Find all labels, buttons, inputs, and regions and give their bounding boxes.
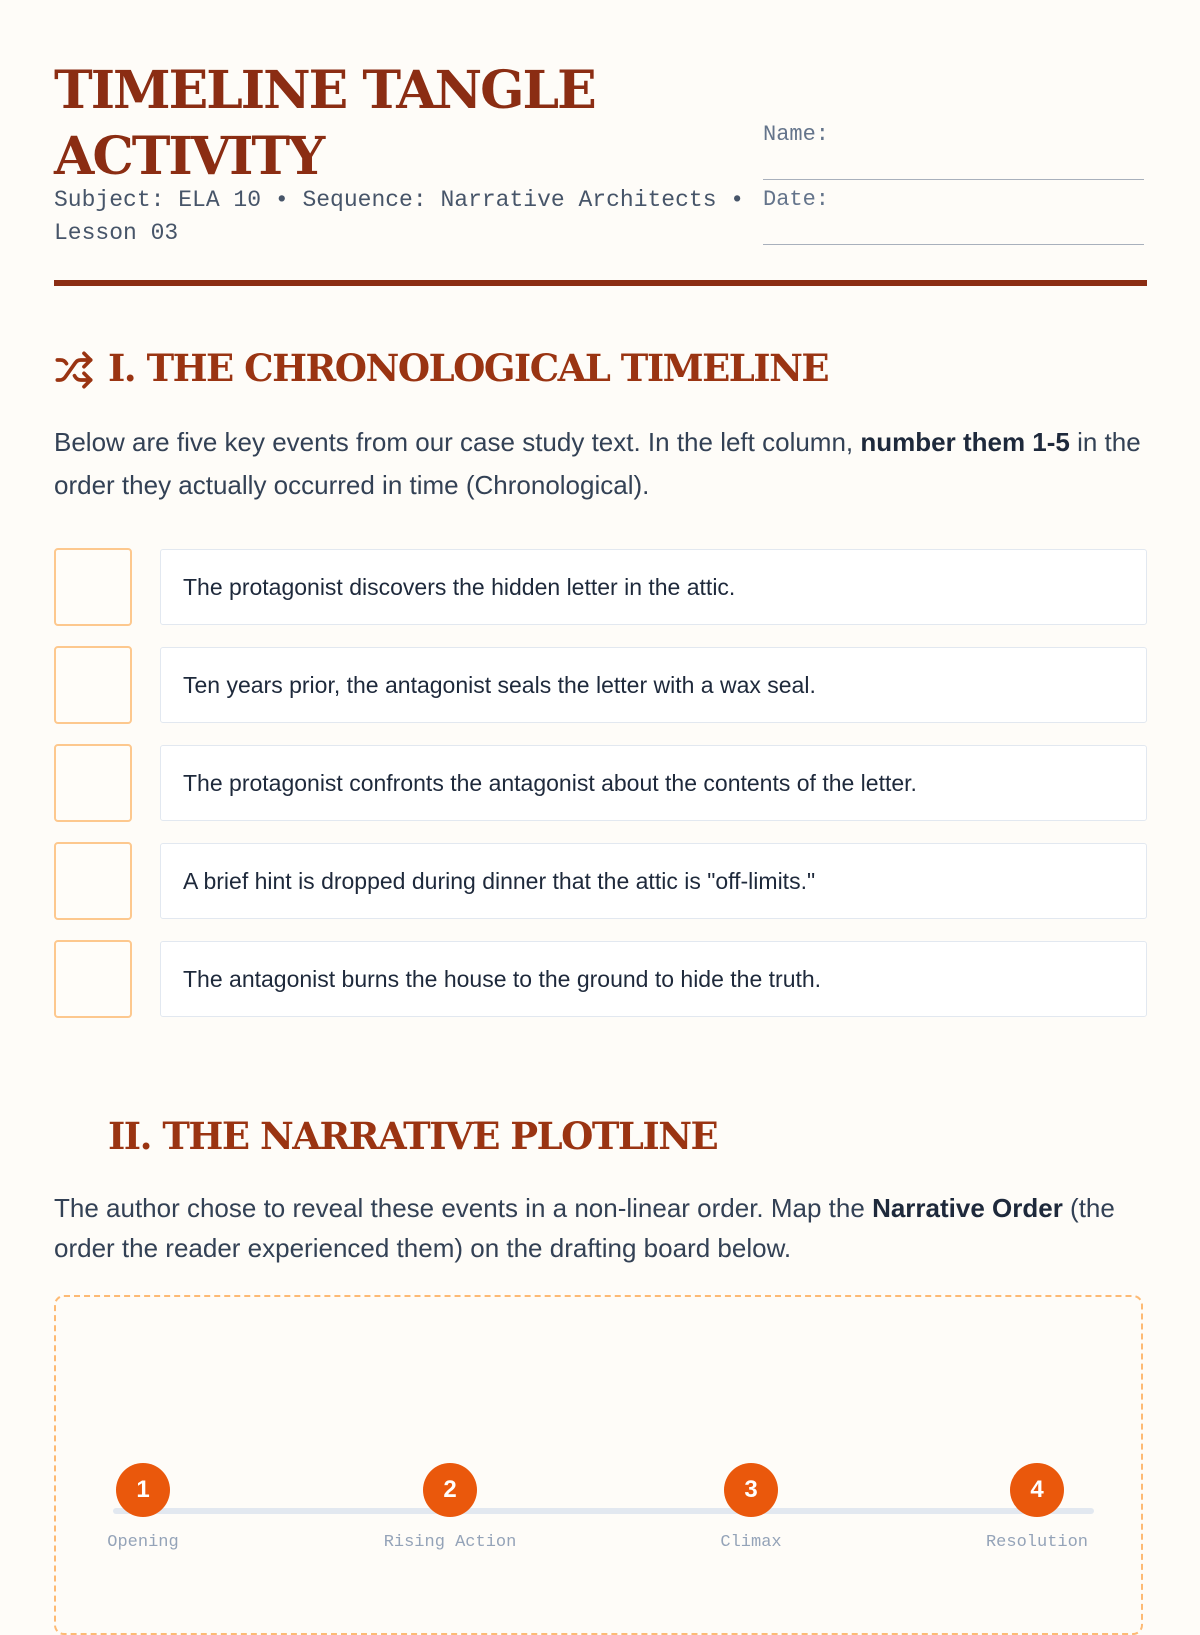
event-card xyxy=(160,549,1147,625)
plot-stage xyxy=(53,1463,233,1563)
instructions-text: in the order they actually occurred in time (Chronological). xyxy=(54,427,1141,500)
name-write-line[interactable] xyxy=(763,179,1144,180)
worksheet-page xyxy=(54,0,1147,1600)
order-number-box[interactable] xyxy=(54,940,132,1018)
order-number-box[interactable] xyxy=(54,646,132,724)
page-title: TIMELINE TANGLE ACTIVITY xyxy=(54,60,595,187)
worksheet-header xyxy=(54,56,1147,286)
stage-label: Opening xyxy=(107,1533,179,1552)
event-text: A brief hint is dropped during dinner that the attic is "off-limits." xyxy=(183,868,816,894)
shuffle-icon xyxy=(54,350,94,390)
section-2-title: II. THE NARRATIVE PLOTLINE xyxy=(108,1114,718,1158)
stage-label: Rising Action xyxy=(383,1533,517,1552)
section-2-instructions xyxy=(54,1188,1147,1268)
stage-label: Climax xyxy=(720,1533,782,1552)
name-label: Name: xyxy=(763,122,830,147)
plot-stage xyxy=(661,1463,841,1563)
event-text: The protagonist confronts the antagonist about the contents of the letter. xyxy=(183,770,917,796)
event-row xyxy=(54,548,1147,626)
plot-stage xyxy=(947,1463,1127,1563)
header-divider xyxy=(54,280,1147,286)
section-2-heading xyxy=(54,1114,1054,1162)
subject-line: Subject: ELA 10 • Sequence: Narrative Architects • Lesson 03 xyxy=(54,187,745,246)
stage-number-node[interactable]: 1 xyxy=(116,1463,170,1517)
stage-number-node[interactable]: 3 xyxy=(724,1463,778,1517)
date-field[interactable] xyxy=(759,187,1144,245)
date-label: Date: xyxy=(763,187,830,212)
instructions-text: Below are five key events from our case study text. In the left column, xyxy=(54,427,861,457)
section-1-heading xyxy=(54,346,1054,394)
event-card xyxy=(160,647,1147,723)
event-card xyxy=(160,843,1147,919)
event-card xyxy=(160,941,1147,1017)
order-number-box[interactable] xyxy=(54,744,132,822)
plot-stage xyxy=(360,1463,540,1563)
instructions-emphasis: number them 1-5 xyxy=(860,427,1070,457)
order-number-box[interactable] xyxy=(54,548,132,626)
stage-number-node[interactable]: 2 xyxy=(423,1463,477,1517)
event-row xyxy=(54,744,1147,822)
instructions-emphasis: Narrative Order xyxy=(872,1193,1063,1223)
stage-label: Resolution xyxy=(985,1533,1089,1552)
section-1-instructions xyxy=(54,421,1147,507)
name-field[interactable] xyxy=(759,122,1144,180)
instructions-text: (the order the reader experienced them) on the drafting board below. xyxy=(54,1193,1115,1263)
date-write-line[interactable] xyxy=(763,244,1144,245)
event-text: The protagonist discovers the hidden letter in the attic. xyxy=(183,574,736,600)
stage-number-node[interactable]: 4 xyxy=(1010,1463,1064,1517)
drafting-board[interactable] xyxy=(54,1295,1143,1635)
event-text: Ten years prior, the antagonist seals the letter with a wax seal. xyxy=(183,672,816,698)
section-1-title: I. THE CHRONOLOGICAL TIMELINE xyxy=(108,346,829,390)
instructions-text: The author chose to reveal these events in a non-linear order. Map the xyxy=(54,1193,873,1223)
event-row xyxy=(54,842,1147,920)
event-text: The antagonist burns the house to the ground to hide the truth. xyxy=(183,966,822,992)
event-row xyxy=(54,646,1147,724)
event-card xyxy=(160,745,1147,821)
event-row xyxy=(54,940,1147,1018)
order-number-box[interactable] xyxy=(54,842,132,920)
